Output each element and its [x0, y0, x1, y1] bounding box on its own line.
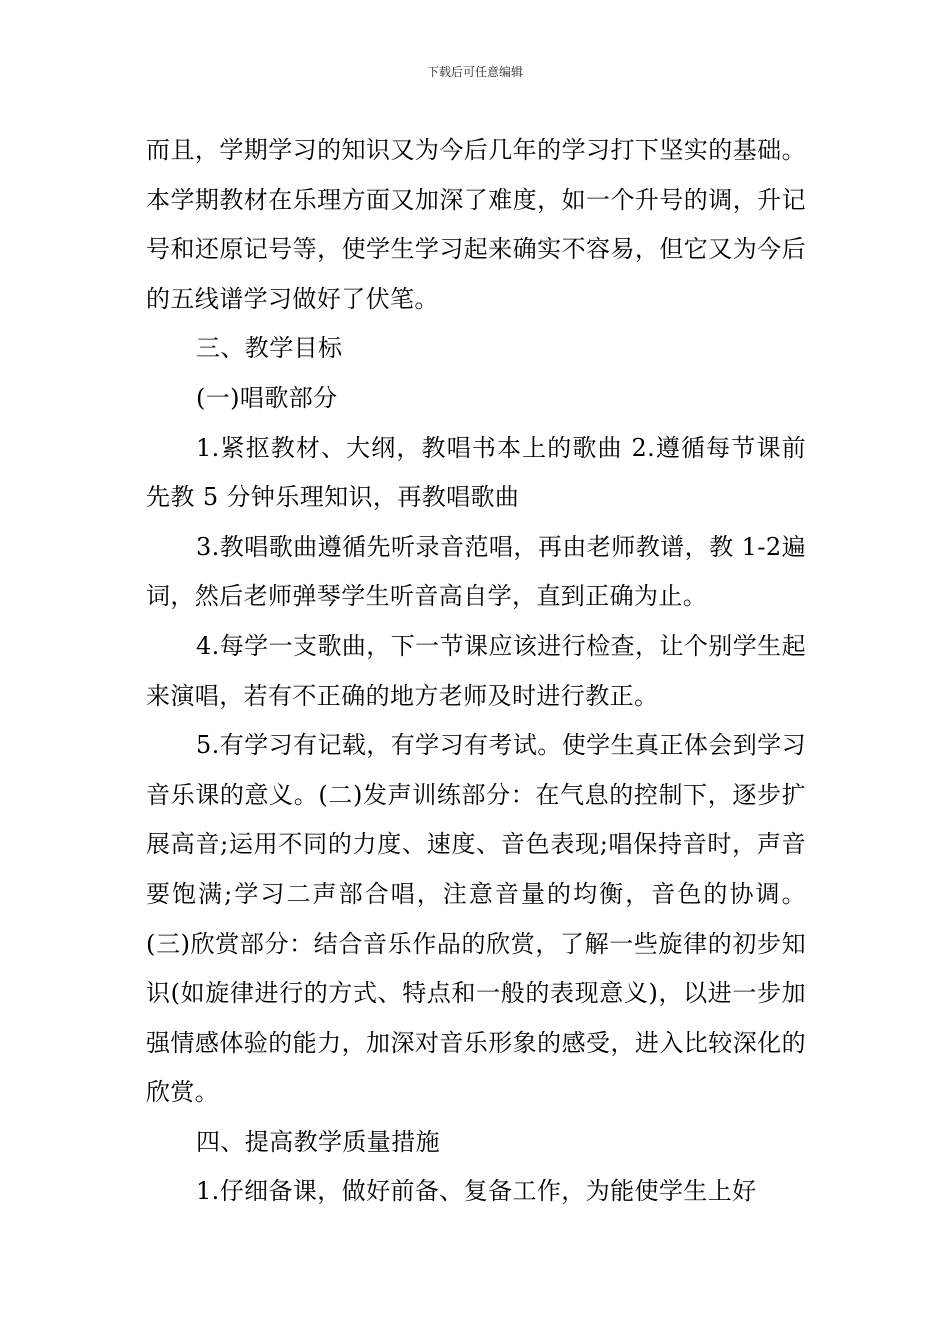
measure-item-1: 1.仔细备课，做好前备、复备工作，为能使学生上好	[196, 1177, 757, 1206]
list-item-4: 4.每学一支歌曲，下一节课应该进行检查，让个别学生起来演唱，若有不正确的地方老师及时进行教正。	[146, 631, 806, 710]
document-body	[146, 126, 806, 1217]
list-item-1: 1.紧抠教材、大纲，教唱书本上的歌曲 2.遵循每节课前先教 5 分钟乐理知识，再教唱歌曲	[146, 433, 806, 512]
subsection-heading-singing: (一)唱歌部分	[196, 383, 338, 412]
section-heading-teaching-goals: 三、教学目标	[196, 334, 343, 363]
list-item-3: 3.教唱歌曲遵循先听录音范唱，再由老师教谱，教 1-2遍词，然后老师弹琴学生听音高自学，直到正确为止。	[146, 532, 806, 611]
page-header: 下载后可任意编辑	[426, 65, 523, 79]
paragraph-continuation: 而且，学期学习的知识又为今后几年的学习打下坚实的基础。本学期教材在乐理方面又加深了难度，如一个升号的调，升记号和还原记号等，使学生学习起来确实不容易，但它又为今后的五线谱学习做好了伏笔。	[146, 136, 806, 313]
section-heading-quality-measures: 四、提高教学质量措施	[196, 1127, 440, 1156]
list-item-5: 5.有学习有记载，有学习有考试。使学生真正体会到学习音乐课的意义。(二)发声训练部分：在气息的控制下，逐步扩展高音;运用不同的力度、速度、音色表现;唱保持音时，声音要饱满;学习二声部合唱，注意音量的均衡，音色的协调。(三)欣赏部分：结合音乐作品的欣赏，了解一些旋律的初步知识(如旋律进行的方式、特点和一般的表现意义)，以进一步加强情感体验的能力，加深对音乐形象的感受，进入比较深化的欣赏。	[146, 731, 806, 1107]
